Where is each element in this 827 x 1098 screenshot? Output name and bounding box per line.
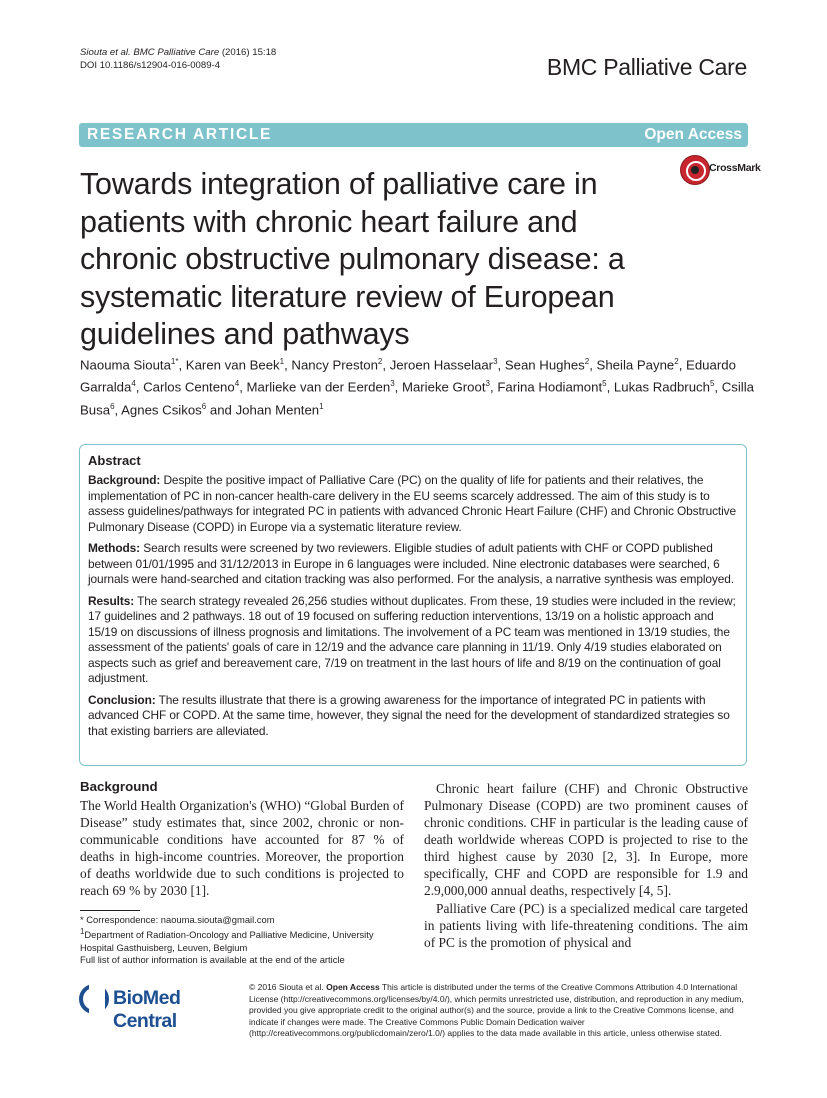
author-name: Johan Menten — [235, 402, 320, 418]
journal-name: BMC Palliative Care — [546, 54, 747, 80]
open-access-label: Open Access — [644, 126, 742, 143]
author-affiliation-sup: 6 — [201, 401, 207, 411]
crossmark-badge[interactable] — [670, 155, 761, 185]
author-affiliation-sup: 3 — [485, 379, 490, 389]
body-left-column — [80, 797, 404, 899]
author-name: Jeroen Hasselaar — [389, 357, 494, 373]
author-affiliation-sup: 2 — [584, 357, 590, 366]
author-name: Karen van Beek — [185, 357, 280, 373]
abstract-methods-text: Search results were screened by two reviewers. Eligible studies of adult patients with CHF or COPD published between 01/01/1995 and 31/12/2013 in Europe in 6 languages were included. Nine electronic databases were searched, 6 journals were hand-searched and citation tracking was also performed. For the analysis, a narrative synthesis was employed. — [88, 541, 734, 586]
article-type-label: RESEARCH ARTICLE — [87, 126, 273, 143]
abstract-background-label: Background: — [88, 473, 161, 487]
author-affiliation-sup: 4 — [131, 379, 136, 389]
affiliation-sup: 1 — [80, 927, 85, 937]
author-affiliation-sup: 5 — [709, 379, 715, 389]
abstract-results-label: Results: — [88, 593, 135, 608]
article-title: Towards integration of palliative care in patients with chronic heart failure and chronic obstructive pulmonary disease: a systematic literature review of European guidelines and pathways — [80, 167, 625, 351]
citation-journal: Siouta et al. BMC Palliative Care — [80, 47, 220, 58]
author-affiliation-sup: 1 — [319, 401, 324, 411]
author-affiliation-sup: 3 — [493, 357, 498, 366]
background-heading: Background — [80, 779, 158, 794]
author-name: Csilla Busa — [80, 379, 754, 418]
author-affiliation-sup: 1* — [170, 357, 179, 366]
body-paragraph: Palliative Care (PC) is a specialized medical care targeted in patients living with life-threatening conditions. The aim of PC is the promotion of physical and — [424, 901, 748, 950]
crossmark-label: CrossMark — [709, 162, 761, 174]
abstract-results-text: The search strategy revealed 26,256 studies without duplicates. From these, 19 studies were included in the review; 17 guidelines and 2 pathways. 18 out of 19 focused on suffering reduction interventions, 13/19 on a holistic approach and 15/19 on discussions of illness prognosis and limitations. The involvement of a PC team was mentioned in 13/19 studies, the assessment of the patients' goals of care in 12/19 and the advance care planning in 11/19. Only 4/19 studies elaborated on aspects such as grief and bereavement care, 7/19 on treatment in the last hours of life and 8/19 on the continuation of goal adjustment. — [88, 593, 736, 685]
body-paragraph: Chronic heart failure (CHF) and Chronic Obstructive Pulmonary Disease (COPD) are two prominent causes of chronic conditions. CHF in particular is the leading cause of death worldwide whereas COPD is projected to rise to the third highest cause by 2030 [2, 3]. In Europe, more specifically, CHF and COPD are responsible for 1.9 and 2.9,000,000 annual deaths, respectively [4, 5]. — [424, 781, 748, 898]
author-list: Naouma Siouta$^{1*}$, Karen van Beek$^1$, Nancy Preston$^2$, Jeroen Hasselaar$^3$, Sean Hughes$^2$, Sheila Payne$^2$, Eduardo Garralda$^4$, Carlos Centeno$^4$, Marlieke van der Eerden$^3$, Marieke Groot$^3$, Farina Hodiamont$^5$, Lukas Radbruch$^5$, Csilla Busa$^6$, Agnes Csikos$^6$ and Johan Menten$^1$ — [80, 357, 754, 418]
footnotes — [80, 914, 404, 967]
author-name: Nancy Preston — [291, 357, 378, 373]
abstract-results — [88, 594, 738, 687]
article-citation — [80, 46, 276, 72]
author-name: Sheila Payne — [596, 357, 675, 373]
biomed-central-logo — [79, 984, 239, 1032]
body-paragraph: The World Health Organization's (WHO) “Global Burden of Disease” study estimates that, since 2002, chronic or non-communicable conditions have accounted for 87 % of deaths in high-income countries. Moreover, the proportion of deaths worldwide due to such conditions is projected to reach 69 % by 2030 [1]. — [80, 798, 404, 898]
abstract-background-text: Despite the positive impact of Palliative Care (PC) on the quality of life for patients and their relatives, the implementation of PC in non-cancer health-care delivery in the EU seems scarcely addressed. The aim of this study is to assess guidelines/pathways for integrated PC in patients with advanced Chronic Heart Failure (CHF) and Chronic Obstructive Pulmonary Disease (COPD) in Europe via a systematic literature review. — [88, 473, 737, 534]
author-affiliation-sup: 2 — [674, 357, 679, 366]
abstract-methods — [88, 541, 738, 588]
crossmark-icon — [680, 155, 710, 185]
author-name: Sean Hughes — [504, 357, 585, 373]
doi: DOI 10.1186/s12904-016-0089-4 — [80, 60, 221, 71]
abstract-methods-label: Methods: — [88, 541, 141, 555]
license-statement — [249, 982, 749, 1040]
author-name: Marieke Groot — [401, 379, 486, 395]
author-affiliation-sup: 2 — [377, 357, 383, 366]
correspondence-note: * Correspondence: naouma.siouta@gmail.com — [80, 914, 275, 925]
author-name: Naouma Siouta — [80, 357, 171, 373]
author-name: Marlieke van der Eerden — [246, 379, 391, 395]
license-open-access: Open Access — [326, 982, 380, 992]
biomed-central-icon — [79, 984, 109, 1014]
affiliation-text: Department of Radiation-Oncology and Palliative Medicine, University Hospital Gasthuisberg, Leuven, Belgium — [80, 929, 374, 953]
abstract-conclusion-label: Conclusion: — [88, 692, 156, 707]
abstract-conclusion — [88, 693, 738, 740]
citation-volume: (2016) 15:18 — [219, 47, 277, 58]
author-affiliation-sup: 1 — [279, 357, 285, 366]
body-right-column — [424, 780, 748, 952]
author-affiliation-sup: 6 — [110, 401, 115, 411]
author-name: Carlos Centeno — [143, 379, 235, 395]
affiliation-note — [80, 926, 404, 954]
author-conjunction: and — [206, 402, 236, 418]
abstract-heading: Abstract — [88, 453, 141, 468]
abstract-background — [88, 473, 738, 535]
author-affiliation-sup: 5 — [602, 379, 607, 389]
author-name: Farina Hodiamont — [497, 379, 603, 395]
footnote-divider — [80, 910, 140, 911]
publisher-name: BioMed Central — [113, 987, 181, 1032]
abstract-conclusion-text: The results illustrate that there is a growing awareness for the importance of integrated PC in patients with advanced CHF or COPD. At the same time, however, they signal the need for the development of standardized strategies so that existing barriers are alleviated. — [88, 692, 730, 738]
license-text: This article is distributed under the terms of the Creative Commons Attribution 4.0 International License (http://creativecommons.org/licenses/by/4.0/), which permits unrestricted use, distribution, and reproduction in any medium, provided you give appropriate credit to the original author(s) and the source, provide a link to the Creative Commons license, and indicate if changes were made. The Creative Commons Public Domain Dedication waiver (http://creativecommons.org/publicdomain/zero/1.0/) applies to the data made available in this article, unless otherwise stated. — [249, 982, 744, 1039]
author-affiliation-sup: 3 — [390, 379, 395, 389]
author-name: Eduardo Garralda — [80, 357, 736, 395]
abstract-box — [79, 444, 747, 766]
license-prefix: © 2016 Siouta et al. — [249, 982, 327, 992]
author-name: Lukas Radbruch — [613, 379, 710, 395]
author-info-note: Full list of author information is available at the end of the article — [80, 954, 345, 966]
author-affiliation-sup: 4 — [234, 379, 240, 389]
author-name: Agnes Csikos — [121, 402, 202, 418]
article-type-banner — [79, 123, 748, 147]
